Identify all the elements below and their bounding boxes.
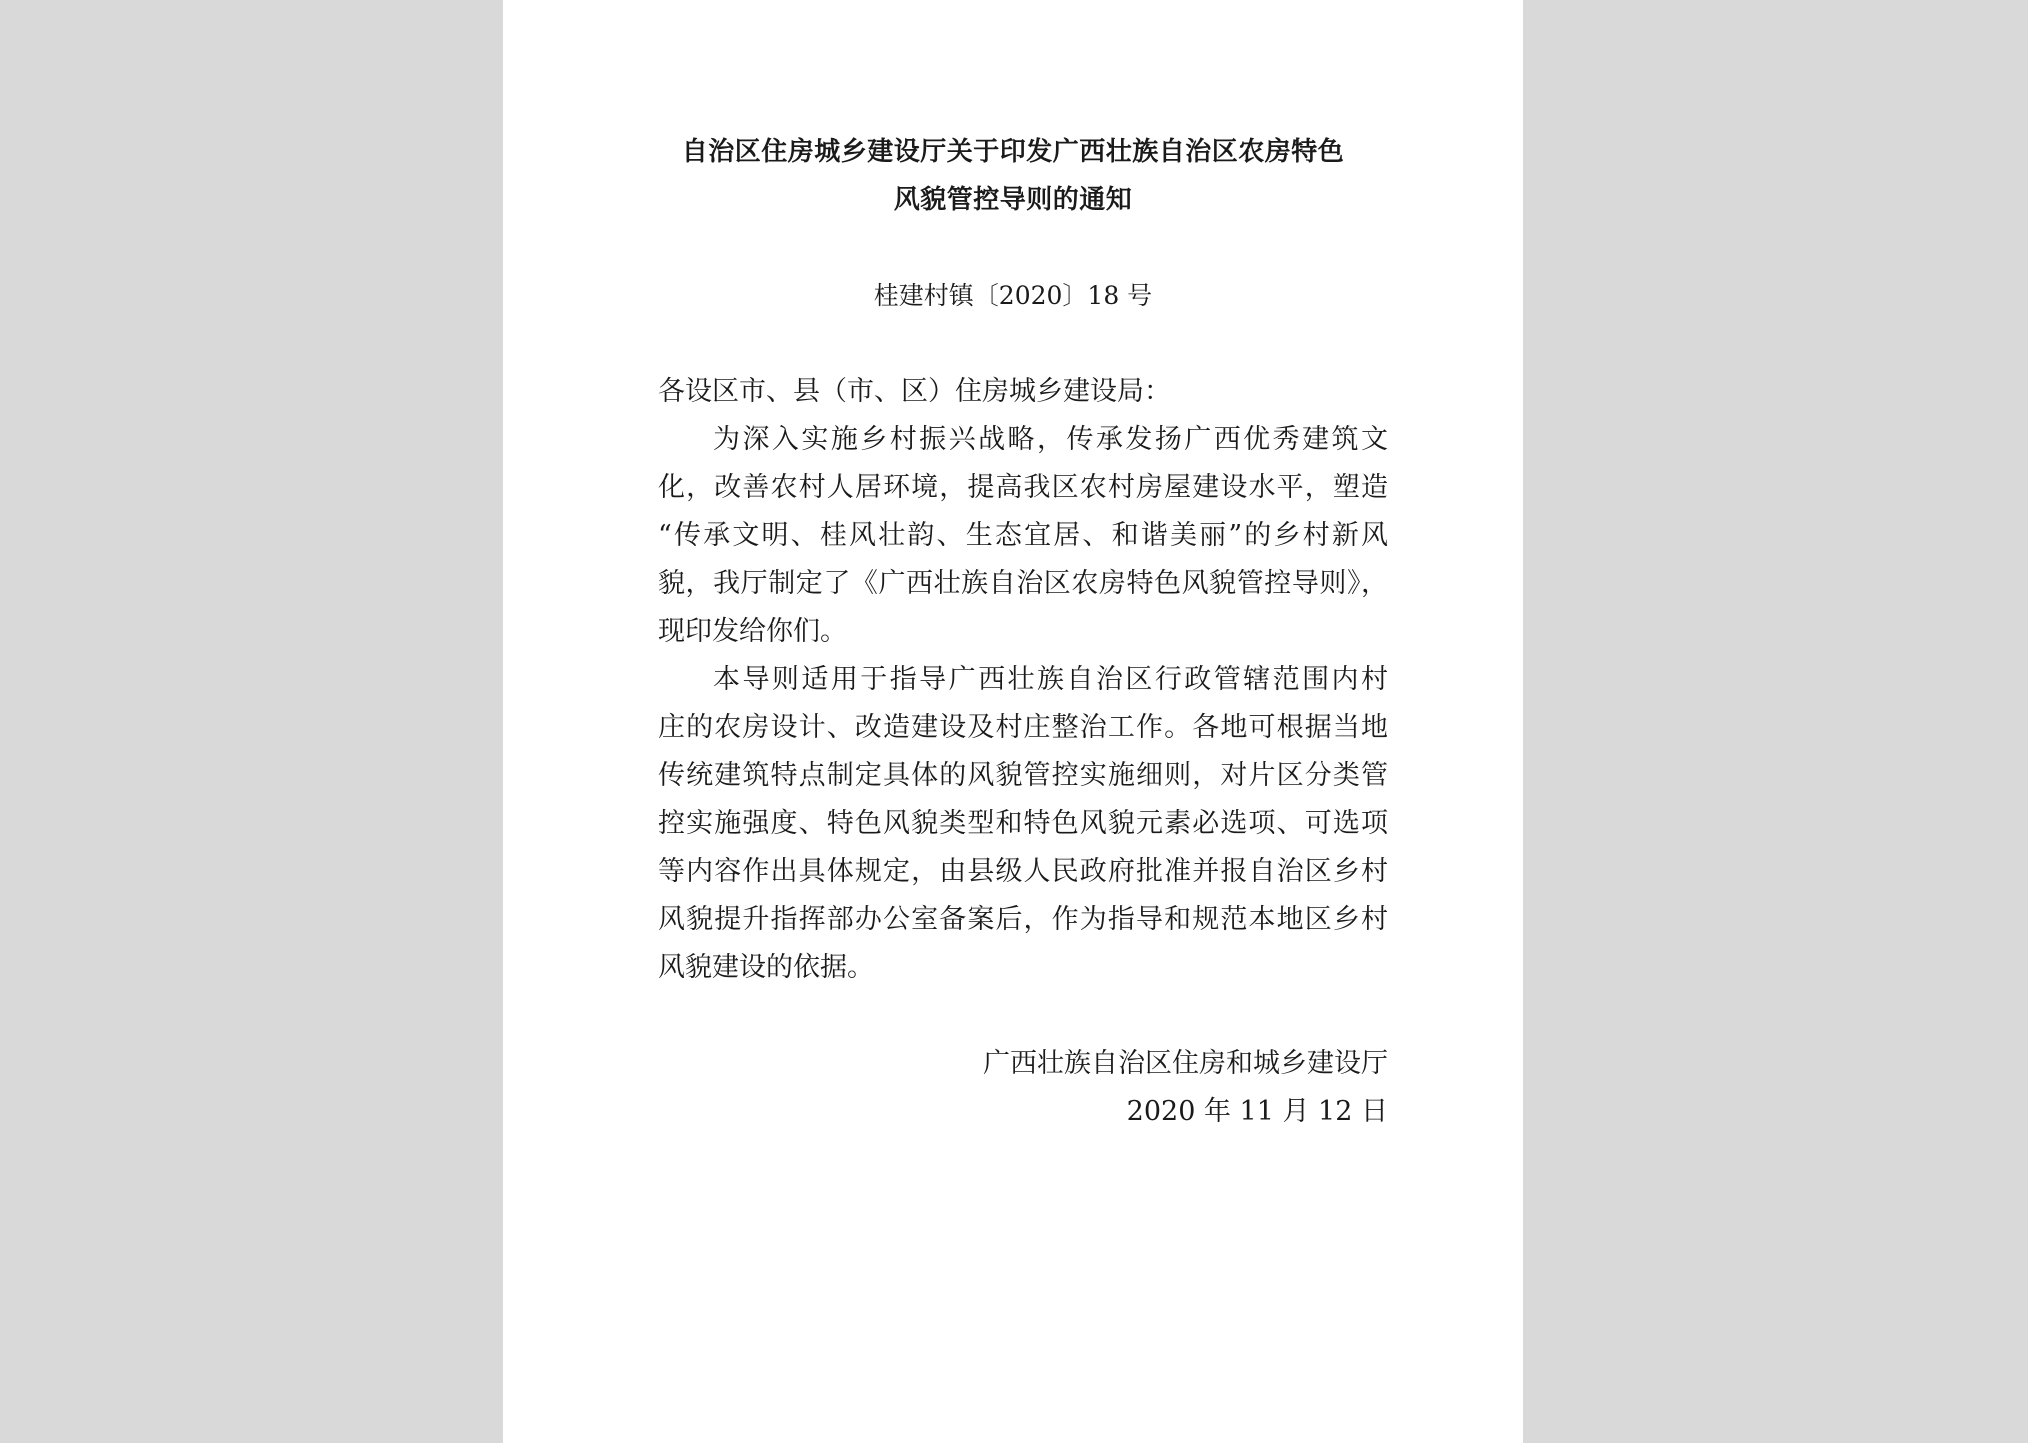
paragraph-2-line: 风貌建设的依据。 [658,952,874,983]
paragraph-2-line: 庄的农房设计、改造建设及村庄整治工作。各地可根据当地 [658,712,1388,743]
document-number: 桂建村镇〔2020〕18 号 [873,281,1153,310]
paragraph-2-line: 风貌提升指挥部办公室备案后，作为指导和规范本地区乡村 [658,904,1388,935]
signature-issuer: 广西壮族自治区住房和城乡建设厅 [983,1048,1388,1079]
paragraph-2-line: 传统建筑特点制定具体的风貌管控实施细则，对片区分类管 [658,760,1388,791]
document-title-line-2: 风貌管控导则的通知 [893,185,1133,215]
paragraph-1-line: 现印发给你们。 [658,616,847,647]
paragraph-2-line: 本导则适用于指导广西壮族自治区行政管辖范围内村 [713,664,1388,695]
paragraph-1-line: “传承文明、桂风壮韵、生态宜居、和谐美丽”的乡村新风 [658,520,1388,551]
paragraph-2-line: 等内容作出具体规定，由县级人民政府批准并报自治区乡村 [658,856,1388,887]
paragraph-1-line: 貌，我厅制定了《广西壮族自治区农房特色风貌管控导则》， [658,568,1388,599]
signature-date: 2020 年 11 月 12 日 [1126,1096,1388,1127]
document-page [503,0,1523,1443]
salutation: 各设区市、县（市、区）住房城乡建设局： [658,376,1171,407]
paragraph-2-line: 控实施强度、特色风貌类型和特色风貌元素必选项、可选项 [658,808,1388,839]
document-title-line-1: 自治区住房城乡建设厅关于印发广西壮族自治区农房特色 [681,137,1345,167]
paragraph-1-line: 化，改善农村人居环境，提高我区农村房屋建设水平，塑造 [658,472,1388,503]
paragraph-1-line: 为深入实施乡村振兴战略，传承发扬广西优秀建筑文 [713,424,1388,455]
